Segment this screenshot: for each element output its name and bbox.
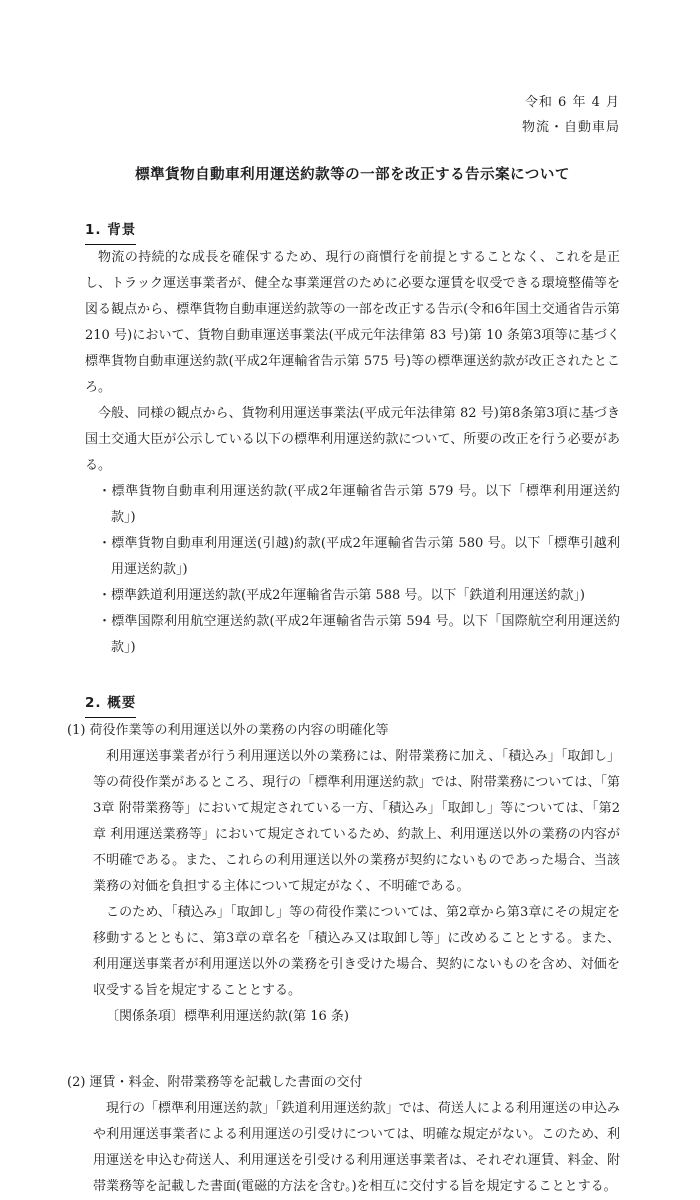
- bullet-item: ・標準貨物自動車利用運送(引越)約款(平成2年運輸省告示第 580 号。以下「標準引越利用運送約款」): [98, 536, 620, 577]
- document-header: [85, 90, 620, 140]
- overview-item-1-label: (1) 荷役作業等の利用運送以外の業務の内容の明確化等: [67, 723, 389, 738]
- overview-item-1-paragraph: このため、「積込み」「取卸し」等の荷役作業については、第2章から第3章にその規定を移動するとともに、第3章の章名を「積込み又は取卸し等」に改めることとする。また、利用運送事業者が利用運送以外の業務を引き受けた場合、契約にないものを含め、対価を収受する旨を規定することとする。: [93, 905, 620, 998]
- overview-item-2: [67, 1070, 620, 1200]
- section-1-paragraph: 今般、同様の観点から、貨物利用運送事業法(平成元年法律第 82 号)第8条第3項に基づき国土交通大臣が公示している以下の標準利用運送約款について、所要の改正を行う必要がある。: [85, 406, 620, 473]
- document-title: 標準貨物自動車利用運送約款等の一部を改正する告示案について: [135, 167, 570, 183]
- section-1-heading: [85, 217, 620, 245]
- section-2-heading: [85, 690, 620, 718]
- section-1-heading-text: 1. 背景: [85, 217, 136, 245]
- overview-item-1: [67, 718, 620, 1030]
- bullet-item: ・標準鉄道利用運送約款(平成2年運輸省告示第 588 号。以下「鉄道利用運送約款」): [98, 588, 585, 603]
- overview-item-2-label: (2) 運賃・料金、附帯業務等を記載した書面の交付: [67, 1075, 363, 1090]
- bureau-line: 物流・自動車局: [521, 120, 620, 135]
- overview-item-1-paragraph: 利用運送事業者が行う利用運送以外の業務には、附帯業務に加え、「積込み」「取卸し」等の荷役作業があるところ、現行の「標準利用運送約款」では、附帯業務については、「第3章 附帯業務等」において規定されている一方、「積込み」「取卸し」等については、「第2章 利用運送業務等」において規定されているため、約款上、利用運送以外の業務の内容が不明確である。また、これらの利用運送以外の業務が契約にないものであった場合、当該業務の対価を負担する主体について規定がなく、不明確である。: [93, 749, 620, 894]
- section-2-heading-text: 2. 概要: [85, 690, 136, 718]
- bullet-item: ・標準貨物自動車利用運送約款(平成2年運輸省告示第 579 号。以下「標準利用運送約款」): [98, 484, 620, 525]
- bullet-item: ・標準国際利用航空運送約款(平成2年運輸省告示第 594 号。以下「国際航空利用運送約款」): [98, 614, 620, 655]
- date-line: 令和 6 年 4 月: [524, 95, 620, 110]
- section-1-paragraph: 物流の持続的な成長を確保するため、現行の商慣行を前提とすることなく、これを是正し、トラック運送事業者が、健全な事業運営のために必要な運賃を収受できる環境整備等を図る観点から、標準貨物自動車運送約款等の一部を改正する告示(令和6年国土交通省告示第 210 号)において、貨物自動車運送事業法(平成元年法律第 83 号)第 10 条第3項等に基づく標準貨物自動車運送約款(平成2年運輸省告示第 575 号)等の標準運送約款が改正されたところ。: [85, 250, 620, 395]
- overview-item-2-paragraph: 現行の「標準利用運送約款」「鉄道利用運送約款」では、荷送人による利用運送の申込みや利用運送事業者による利用運送の引受けについては、明確な規定がない。このため、利用運送を申込む荷送人、利用運送を引受ける利用運送事業者は、それぞれ運賃、料金、附帯業務等を記載した書面(電磁的方法を含む。)を相互に交付する旨を規定することとする。: [93, 1101, 620, 1194]
- related-clause-line: 〔関係条項〕標準利用運送約款(第 16 条): [106, 1009, 349, 1024]
